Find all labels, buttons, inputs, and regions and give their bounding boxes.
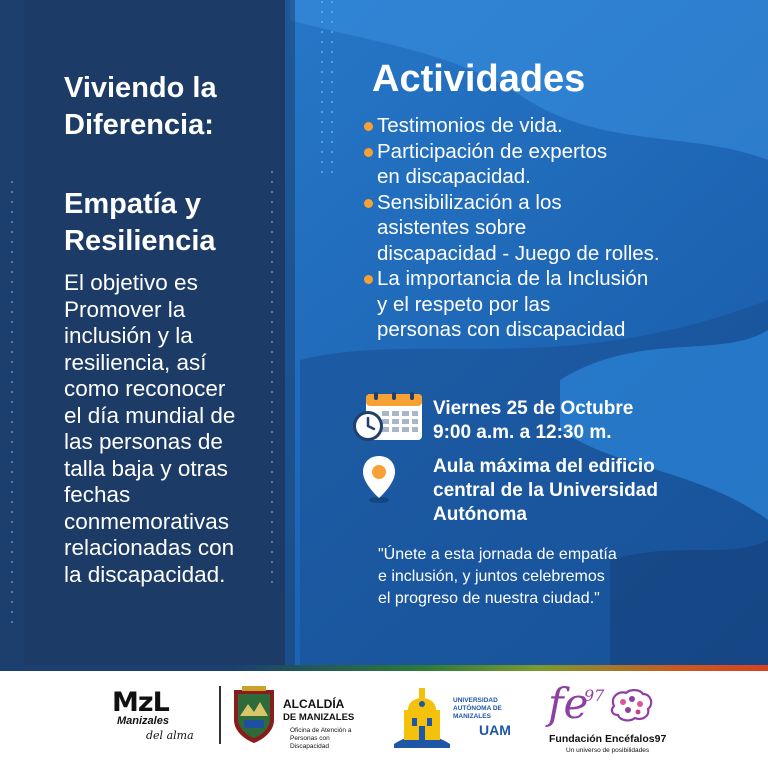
event-time: 9:00 a.m. a 12:30 m. [433,422,612,443]
alcaldia-office: Oficina de Atención a Personas con Discapacidad [290,727,352,750]
body-line: como reconocer [64,376,226,401]
activity-item [362,266,742,343]
alcaldia-title: ALCALDÍA [283,697,345,711]
calendar-clock-icon [352,392,426,444]
encefalos-tagline: Un universo de posibilidades [566,747,650,754]
mzl-logo-name: Manizales [117,715,169,727]
body-line: Promover la [64,296,186,322]
body-line: fechas [64,482,131,507]
brain-icon [608,688,654,722]
title-line: Viviendo la [64,72,217,104]
body-line: la discapacidad. [64,561,226,587]
activity-line: La importancia de la Inclusión [377,267,649,290]
logo-divider [219,686,221,744]
activity-line: personas con discapacidad [377,318,626,341]
manizales-shield-icon [232,686,276,744]
activity-item [362,139,742,190]
venue-line: central de la Universidad [433,480,658,501]
body-line: las personas de [64,429,223,454]
bullet-icon [364,122,373,131]
objective-text [64,270,279,588]
activity-item [362,190,742,267]
quote-line: e inclusión, y juntos celebremos [378,568,605,585]
activity-line: Participación de expertos [377,139,608,163]
uam-name: UNIVERSIDAD AUTÓNOMA DE MANIZALES [453,697,502,720]
encefalos-logo-number: 97 [584,686,605,705]
mzl-logo-tagline: del alma [146,729,194,742]
body-line: conmemorativas [64,508,230,534]
bullet-icon [364,275,373,284]
activity-line: discapacidad - Juego de rolles. [377,241,660,265]
body-line: talla baja y otras [64,455,228,481]
encefalos-name: Fundación Encéfalos97 [549,733,667,745]
activities-heading: Actividades [372,58,586,100]
subtitle-line: Resiliencia [64,225,216,257]
map-pin-icon [360,454,398,504]
activity-line: y el respeto por las [377,292,551,316]
body-line: inclusión y la [64,323,193,348]
body-line: El objetivo es [64,270,198,295]
activities-list [362,113,742,343]
bullet-icon [364,199,373,208]
campaign-subtitle [64,186,216,260]
encefalos-logo: fe [548,679,589,728]
body-line: relacionadas con [64,535,235,560]
bullet-icon [364,148,373,157]
invitation-quote [378,544,708,610]
activity-line: en discapacidad. [377,165,531,188]
venue-line: Aula máxima del edificio [433,456,655,477]
body-line: el día mundial de [64,402,236,428]
title-line: Diferencia: [64,109,214,141]
activity-line: Testimonios de vida. [377,114,563,137]
mzl-logo: MzL [112,687,169,718]
campaign-title [64,70,217,144]
event-date: Viernes 25 de Octubre [433,398,634,419]
body-line: resiliencia, así [64,349,207,375]
venue-line: Autónoma [433,504,527,525]
quote-line: el progreso de nuestra ciudad." [378,590,600,607]
uam-building-icon [392,684,452,750]
alcaldia-subtitle: DE MANIZALES [283,712,355,723]
uam-acronym: UAM [479,722,511,738]
quote-line: "Únete a esta jornada de empatía [378,546,617,563]
activity-line: Sensibilización a los [377,190,562,214]
activity-line: asistentes sobre [377,216,527,239]
subtitle-line: Empatía y [64,188,201,220]
activity-item [362,113,742,139]
